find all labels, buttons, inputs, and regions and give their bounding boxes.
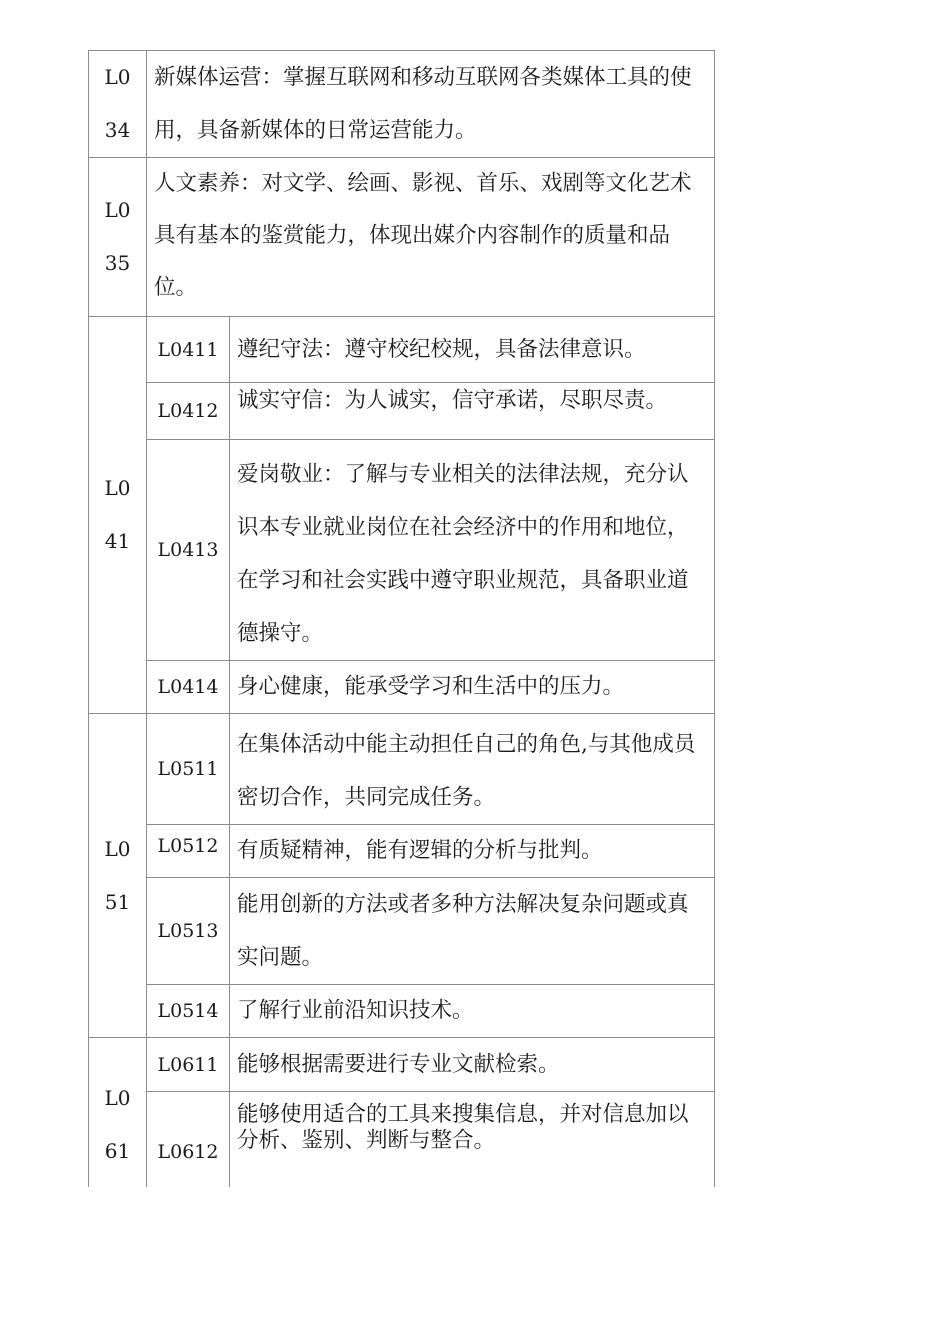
outcomes-table	[88, 50, 715, 1187]
outcome-code-cell	[89, 51, 147, 158]
sub-code: L0414	[147, 661, 230, 714]
table-row	[89, 51, 715, 158]
document-page	[88, 50, 715, 1187]
group-code-cell	[89, 714, 147, 1038]
table-row	[89, 661, 715, 714]
table-row	[89, 317, 715, 383]
table-row	[89, 1038, 715, 1092]
sub-text: 了解行业前沿知识技术。	[230, 985, 715, 1038]
sub-code: L0413	[147, 440, 230, 661]
table-row	[89, 714, 715, 825]
sub-code: L0411	[147, 317, 230, 383]
table-row	[89, 878, 715, 985]
sub-code: L0511	[147, 714, 230, 825]
group-code-cell	[89, 1038, 147, 1188]
outcome-code: L035	[104, 198, 131, 275]
sub-code: L0612	[147, 1092, 230, 1188]
group-code: L051	[104, 836, 131, 914]
sub-code: L0412	[147, 383, 230, 440]
sub-code: L0611	[147, 1038, 230, 1092]
table-row	[89, 825, 715, 878]
group-code: L061	[104, 1085, 131, 1163]
table-row	[89, 985, 715, 1038]
outcome-code-cell	[89, 158, 147, 317]
outcome-code: L034	[104, 65, 131, 142]
group-code-cell	[89, 317, 147, 714]
sub-code: L0514	[147, 985, 230, 1038]
table-row	[89, 440, 715, 661]
outcome-text: 人文素养：对文学、绘画、影视、首乐、戏剧等文化艺术具有基本的鉴赏能力，体现出媒介内容制作的质量和品位。	[147, 158, 715, 317]
table-row	[89, 158, 715, 317]
outcome-text: 新媒体运营：掌握互联网和移动互联网各类媒体工具的使用，具备新媒体的日常运营能力。	[147, 51, 715, 158]
sub-text: 有质疑精神，能有逻辑的分析与批判。	[230, 825, 715, 878]
sub-text: 在集体活动中能主动担任自己的角色,与其他成员密切合作，共同完成任务。	[230, 714, 715, 825]
sub-text: 能用创新的方法或者多种方法解决复杂问题或真实问题。	[230, 878, 715, 985]
group-code: L041	[104, 476, 131, 553]
sub-code: L0513	[147, 878, 230, 985]
sub-text: 能够根据需要进行专业文献检索。	[230, 1038, 715, 1092]
table-row	[89, 1092, 715, 1188]
sub-code: L0512	[147, 825, 230, 878]
table-row	[89, 383, 715, 440]
sub-text: 身心健康，能承受学习和生活中的压力。	[230, 661, 715, 714]
sub-text: 诚实守信：为人诚实，信守承诺，尽职尽责。	[230, 383, 715, 440]
sub-text: 遵纪守法：遵守校纪校规，具备法律意识。	[230, 317, 715, 383]
sub-text: 能够使用适合的工具来搜集信息，并对信息加以分析、鉴别、判断与整合。	[230, 1092, 715, 1188]
sub-text: 爱岗敬业：了解与专业相关的法律法规，充分认识本专业就业岗位在社会经济中的作用和地位，在学习和社会实践中遵守职业规范，具备职业道德操守。	[230, 440, 715, 661]
